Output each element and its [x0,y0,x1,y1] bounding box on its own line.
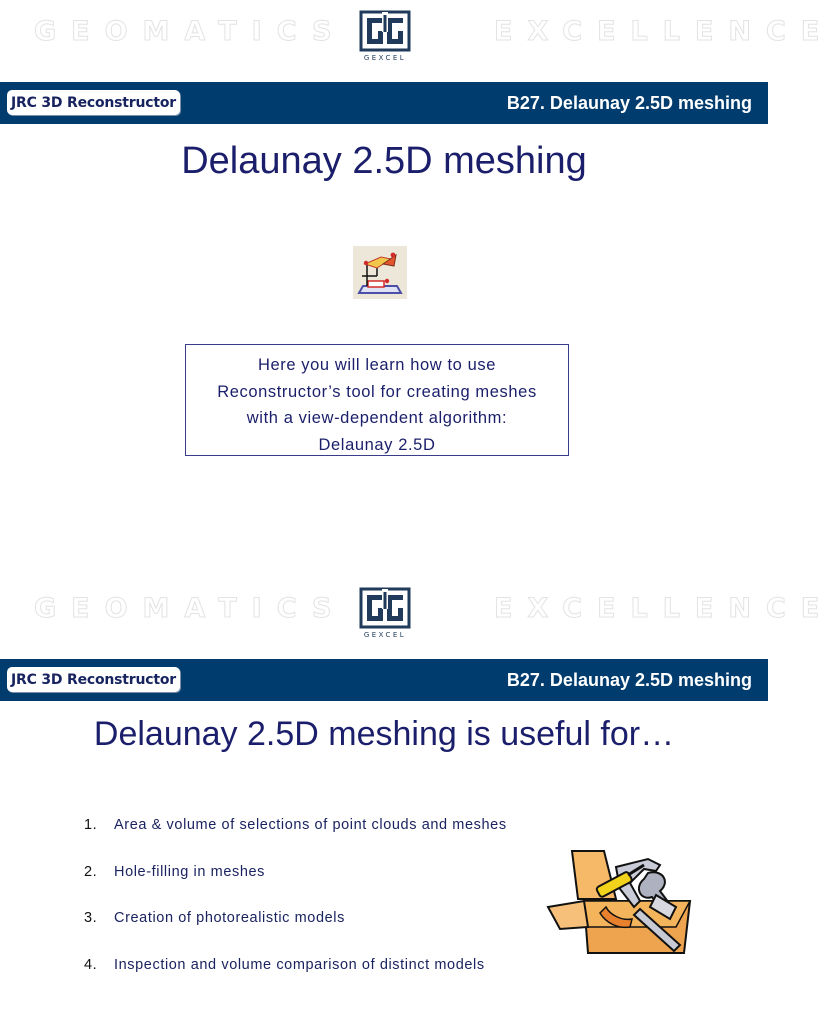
product-label-badge [7,90,180,115]
intro-box [185,344,569,456]
header-bar [0,82,768,124]
list-item [84,957,507,1004]
watermark-left: GEOMATICS [34,593,347,624]
product-label: JRC 3D Reconstructor [11,671,176,688]
gexcel-logo-icon [358,9,412,65]
list-item-number: 1. [84,817,98,833]
slide-2 [0,577,834,1024]
list-item [84,817,507,864]
uses-list [84,817,507,1003]
list-item-text: Hole-filling in meshes [114,863,266,880]
list-item [84,864,507,911]
intro-line-3: with a view-dependent algorithm: [246,409,508,427]
list-item [84,910,507,957]
intro-line-1: Here you will learn how to use [257,356,497,374]
header-bar [0,659,768,701]
list-item-text: Inspection and volume comparison of distinct models [114,956,485,973]
watermark-right: EXCELLENCE [494,593,834,624]
logo-wordmark: GEXCEL [363,631,407,639]
toolbox-icon [544,849,698,959]
list-item-number: 4. [84,956,98,973]
list-item-number: 2. [84,863,98,880]
list-item-number: 3. [84,910,98,926]
watermark-right: EXCELLENCE [494,16,834,47]
slide-title: Delaunay 2.5D meshing [181,140,587,182]
delaunay-mesh-tool-icon [353,246,407,299]
section-title: B27. Delaunay 2.5D meshing [506,93,752,113]
watermark-left: GEOMATICS [34,16,347,47]
section-title: B27. Delaunay 2.5D meshing [506,670,752,690]
slide-title: Delaunay 2.5D meshing is useful for… [93,715,675,753]
product-label-badge [7,667,180,692]
gexcel-logo-icon [358,586,412,642]
intro-line-2: Reconstructor’s tool for creating meshes [217,382,537,401]
list-item-text: Area & volume of selections of point clouds and meshes [114,817,507,833]
list-item-text: Creation of photorealistic models [114,910,345,926]
product-label: JRC 3D Reconstructor [11,94,176,111]
logo-wordmark: GEXCEL [363,54,407,62]
intro-line-4: Delaunay 2.5D [318,435,436,454]
